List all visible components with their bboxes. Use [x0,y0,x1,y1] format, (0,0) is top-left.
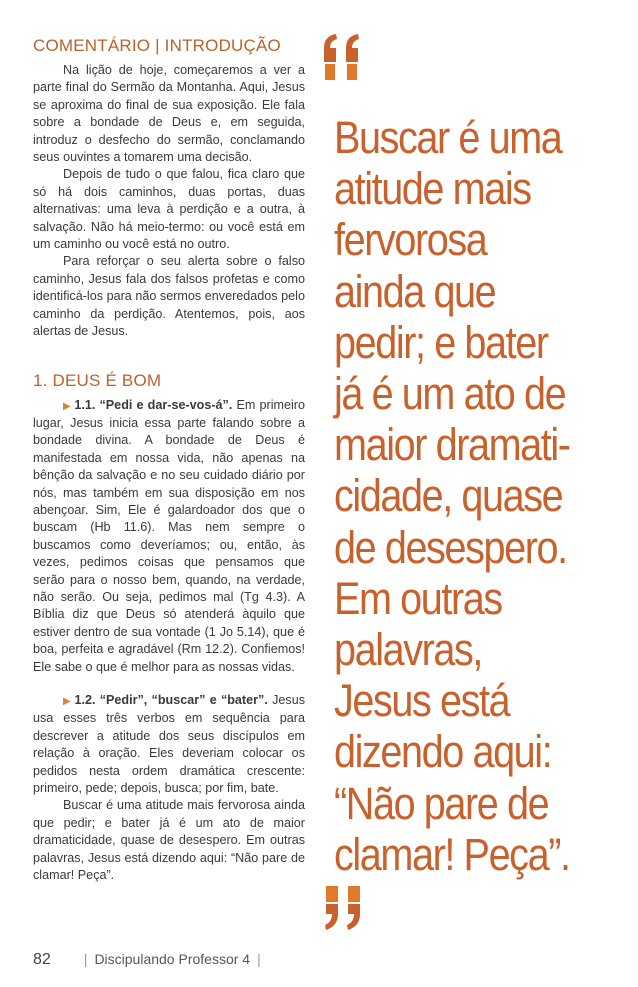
subsection-1-2-title: 1.2. “Pedir”, “buscar” e “bater”. [74,693,268,707]
section-paragraph-buscar: Buscar é uma atitude mais fervorosa ainda que pedir; e bater já é um ato de maior dramaticidade, quase de desespero. Em outras palavras, Jesus está dizendo aqui: “Não pare de clamar! Peça”. [33,798,305,883]
intro-paragraph-2: Depois de tudo o que falou, fica claro que só há dois caminhos, duas portas, duas alternativas: uma leva à perdição e a outra, à salvação. Não há meio-termo: ou você está em um caminho ou você está no outro. [33,167,305,252]
divider: | [83,951,88,967]
page-footer [33,951,268,969]
section-heading-deus-e-bom: 1. DEUS É BOM [33,370,162,390]
page-number: 82 [33,951,51,968]
subsection-1-2 [33,692,305,797]
section-heading-intro: COMENTÁRIO | INTRODUÇÃO [33,36,281,55]
bullet-arrow-icon: ▶ [63,696,72,707]
divider: | [257,951,261,967]
book-title: Discipulando Professor 4 [94,951,251,967]
bullet-arrow-icon: ▶ [63,400,72,412]
subsection-1-1-text: Em primeiro lugar, Jesus inicia essa parte falando sobre a bondade divina. A bondade de Deus é manifestada em nossa vida, não apenas na bênção da salvação e no seu cuidado diário por nós, mas também em sua disposição em nos abençoar. Sim, Ele é galardoador dos que o buscam (Hb 11.6). Mas nem sempre o buscamos como deveríamos; ou, então, às vezes, pedimos coisas que pensamos que serão para o nosso bem, quando, na verdade, não serão. Ou seja, pedimos mal (Tg 4.3). A Bíblia diz que Deus só atenderá àquilo que estiver dentro de sua vontade (1 Jo 5.14), que é boa, perfeita e agradável (Rm 12.2). Confiemos! Ele sabe o que é melhor para as nossas vidas. [33,397,306,674]
intro-paragraph-1: Na lição de hoje, começaremos a ver a parte final do Sermão da Montanha. Aqui, Jesus se aproxima do final de sua exposição. Ele fala sobre a bondade de Deus e, em seguida, introduz o desfecho do sermão, conclamando seus ouvintes a tomarem uma decisão. [33,63,305,165]
pull-quote: Buscar é uma atitude mais fervorosa ainda que pedir; e bater já é um ato de maior dramati- cidade, quase de desespero. Em outras palavras, Jesus está dizendo aqui: “Não pare de clamar! Peça”. [334,112,570,880]
close-quote-icon [318,880,378,940]
subsection-1-1 [33,397,305,677]
subsection-1-1-title: 1.1. “Pedi e dar-se-vos-á”. [74,397,233,412]
intro-paragraph-3: Para reforçar o seu alerta sobre o falso caminho, Jesus fala dos falsos profetas e como identificá-los para não sermos enveredados pelo caminho da perdição. Atentemos, pois, aos alertas de Jesus. [33,254,305,339]
open-quote-icon [318,30,378,90]
main-text-column [33,36,305,884]
subsection-1-2-text: Jesus usa esses três verbos em sequência para descrever a atitude dos seus discípulos em relação à oração. Eles deveriam colocar os pedidos nesta ordem dramática crescente: primeiro, pede; depois, busca; por fim, bate. [33,693,305,796]
